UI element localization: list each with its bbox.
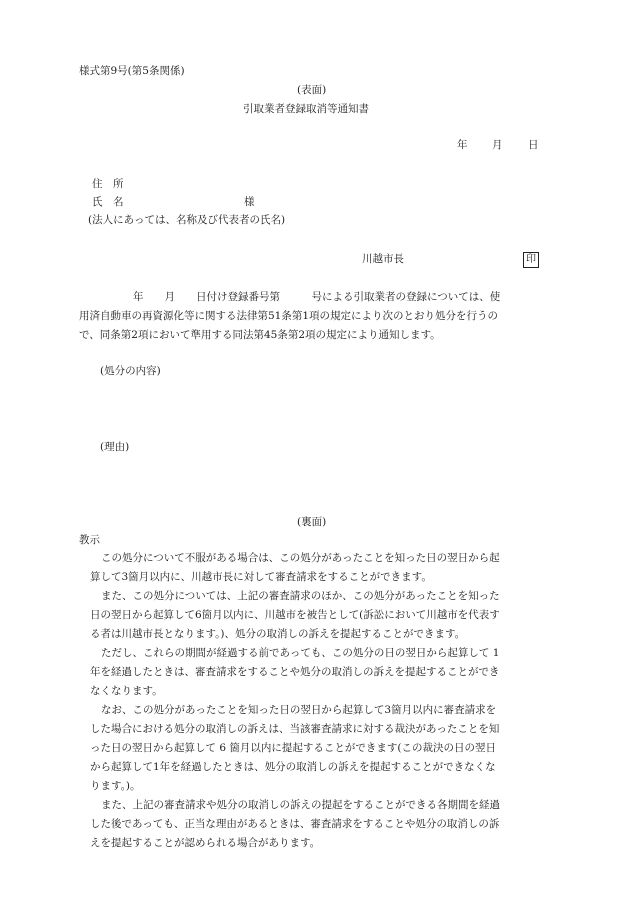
instruction-line: した場合における処分の取消しの訴えは、当該審査請求に対する裁決があったことを知 — [90, 723, 500, 735]
reason-label: (理由) — [100, 441, 130, 453]
disposition-content-label: (処分の内容) — [100, 365, 161, 377]
instruction-line: した後であっても、正当な理由があるときは、審査請求をすることや処分の取消しの訴 — [90, 818, 500, 830]
document-title: 引取業者登録取消等通知書 — [243, 103, 369, 115]
form-number: 様式第9号(第5条関係) — [79, 65, 185, 77]
instruction-line: 算して3箇月以内に、川越市長に対して審査請求をすることができます。 — [90, 571, 432, 583]
front-side-label: (表面) — [297, 84, 327, 96]
instruction-line: なお、この処分があったことを知った日の翌日から起算して3箇月以内に審査請求を — [101, 704, 497, 716]
instruction-line: また、上記の審査請求や処分の取消しの訴えの提起をすることができる各期間を経過 — [101, 799, 500, 811]
body-line-3: で、同条第2項において準用する同法第45条第2項の規定により通知します。 — [79, 329, 441, 341]
body-line-2: 用済自動車の再資源化等に関する法律第51条第1項の規定により次のとおり処分を行うの — [79, 310, 499, 322]
instruction-heading: 教示 — [79, 534, 100, 546]
recipient-name-label: 氏 名 — [92, 196, 124, 208]
date-year: 年 — [457, 139, 468, 151]
instruction-line: から起算して1年を経過したときは、処分の取消しの訴えを提起することができなくな — [90, 761, 496, 773]
instruction-line: また、この処分については、上記の審査請求のほか、この処分があったことを知った — [101, 590, 500, 602]
instruction-line: 日の翌日から起算して6箇月以内に、川越市を被告として(訴訟において川越市を代表す — [90, 609, 500, 621]
instruction-line: えを提起することが認められる場合があります。 — [90, 837, 321, 849]
issuer-name: 川越市長 — [362, 253, 404, 265]
instruction-line: なくなります。 — [90, 685, 163, 697]
instruction-line: ります。)。 — [90, 780, 141, 792]
instruction-line: 年を経過したときは、審査請求をすることや処分の取消しの訴えを提起することができ — [90, 666, 500, 678]
back-side-label: (裏面) — [297, 516, 327, 528]
date-month: 月 — [492, 139, 503, 151]
recipient-address-label: 住 所 — [92, 178, 124, 190]
body-line-1: 年 月 日付け登録番号第 号による引取業者の登録については、使 — [133, 291, 501, 303]
recipient-honorific: 様 — [244, 196, 255, 208]
instruction-line: った日の翌日から起算して 6 箇月以内に提起することができます(この裁決の日の翌日 — [90, 742, 496, 754]
instruction-line: この処分について不服がある場合は、この処分があったことを知った日の翌日から起 — [101, 552, 500, 564]
corporation-note: (法人にあっては、名称及び代表者の氏名) — [88, 214, 286, 226]
seal-stamp: 印 — [523, 252, 539, 268]
instruction-line: ただし、これらの期間が経過する前であっても、この処分の日の翌日から起算して 1 — [101, 647, 500, 659]
date-day: 日 — [528, 139, 539, 151]
instruction-line: る者は川越市長となります。)、処分の取消しの訴えを提起することができます。 — [90, 628, 466, 640]
